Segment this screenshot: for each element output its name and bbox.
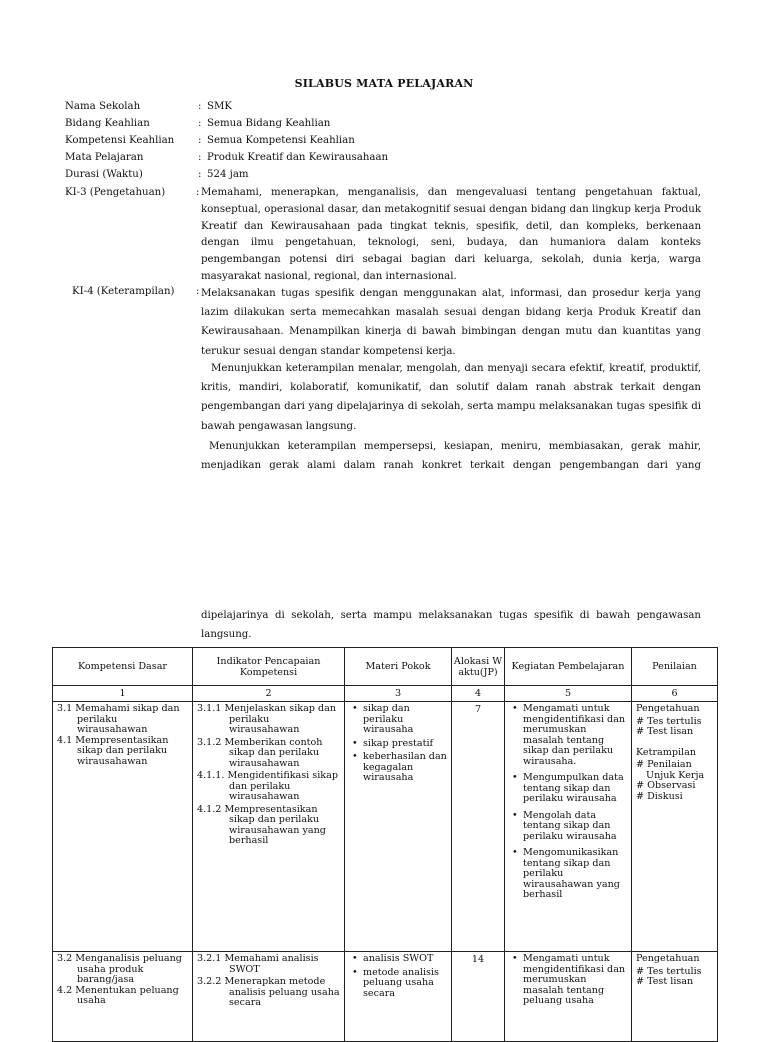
identity-row (65, 166, 705, 183)
kd-cell (53, 702, 193, 952)
column-number: 4 (452, 686, 505, 702)
materi-item: • metode analisis peluang usaha secara (363, 968, 447, 1000)
ki4-paragraph-2: Menunjukkan keterampilan menalar, mengolah, dan menyaji secara efektif, kreatif, produktif, kritis, mandiri, kolaboratif, komunikatif, dan solutif dalam ranah abstrak terkait dengan pengembangan dari yang dipelajarinya di sekolah, serta mampu melaksanakan tugas spesifik di bawah pengawasan langsung. (201, 363, 701, 432)
penilaian-item: # Tes tertulis (636, 965, 702, 977)
column-header: Alokasi Waktu(JP) (452, 648, 505, 686)
column-header: Kegiatan Pembelajaran (505, 648, 632, 686)
identity-label: Bidang Keahlian (65, 118, 150, 129)
kd-item: 3.2 Menganalisis peluang usaha produk barang/jasa (57, 953, 182, 985)
penilaian-cell (632, 702, 718, 952)
identity-value: SMK (207, 101, 233, 112)
indikator-item: 3.1.2 Memberikan contoh sikap dan perilaku wirausahawan (197, 736, 323, 769)
colon: : (198, 118, 202, 129)
penilaian-heading: Pengetahuan (636, 953, 700, 964)
identity-value: Semua Kompetensi Keahlian (207, 135, 355, 146)
column-header: Penilaian (632, 648, 718, 686)
penilaian-item: # Test lisan (636, 976, 694, 987)
column-header: Materi Pokok (345, 648, 452, 686)
colon: : (198, 169, 202, 180)
kegiatan-item: • Mengolah data tentang sikap dan perilaku wirausaha (523, 811, 627, 843)
identity-row (65, 115, 705, 132)
ki4-label: KI-4 (Keterampilan) (72, 286, 175, 297)
penilaian-item: # Test lisan (636, 726, 694, 737)
column-number: 5 (505, 686, 632, 702)
kd-cell (53, 952, 193, 1042)
materi-item: • sikap prestatif (363, 739, 447, 750)
column-number-row (53, 686, 718, 702)
ki4-paragraph-3-continued: dipelajarinya di sekolah, serta mampu melaksanakan tugas spesifik di bawah pengawasan langsung. (201, 610, 701, 641)
indikator-item: 3.2.1 Memahami analisis SWOT (197, 953, 319, 975)
indikator-cell (193, 952, 345, 1042)
materi-cell (345, 702, 452, 952)
colon: : (198, 152, 202, 163)
ki4-paragraph-1: Melaksanakan tugas spesifik dengan menggunakan alat, informasi, dan prosedur kerja yang lazim dilakukan serta memecahkan masalah sesuai dengan bidang kerja Produk Kreatif dan Kewirausahaan. Menampilkan kinerja di bawah bimbingan dengan mutu dan kuantitas yang terukur sesuai dengan standar kompetensi kerja. (201, 288, 701, 357)
kegiatan-item: • Mengamati untuk mengidentifikasi dan merumuskan masalah tentang peluang usaha (523, 954, 627, 1007)
colon: : (198, 101, 202, 112)
identity-row (65, 98, 705, 115)
indikator-item: 3.1.1 Menjelaskan sikap dan perilaku wirausahawan (197, 703, 337, 735)
kd-item: 3.1 Memahami sikap dan perilaku wirausahawan (57, 703, 180, 735)
waktu-cell: 14 (452, 952, 505, 1042)
ki3-label: KI-3 (Pengetahuan) (65, 187, 166, 198)
materi-item: • keberhasilan dan kegagalan wirausaha (363, 752, 447, 784)
waktu-cell: 7 (452, 702, 505, 952)
colon: : (196, 286, 200, 297)
materi-item: • analisis SWOT (363, 954, 447, 965)
ki3-text: Memahami, menerapkan, menganalisis, dan mengevaluasi tentang pengetahuan faktual, konseptual, operasional dasar, dan metakognitif sesuai dengan bidang dan lingkup kerja Produk Kreatif dan Kewirausahaan pada tingkat teknis, spesifik, detil, dan kompleks, berkenaan dengan ilmu pengetahuan, teknologi, seni, budaya, dan humaniora dalam konteks pengembangan potensi diri sebagai bagian dari keluarga, sekolah, dunia kerja, warga masyarakat nasional, regional, dan internasional. (201, 187, 701, 282)
colon: : (196, 187, 200, 198)
identity-row (65, 149, 705, 166)
table-header-row (53, 648, 718, 686)
indikator-item: 3.2.2 Menerapkan metode analisis peluang usaha secara (197, 976, 340, 1008)
column-header: Indikator Pencapaian Kompetensi (193, 648, 345, 686)
page-title: SILABUS MATA PELAJARAN (294, 77, 474, 90)
kegiatan-item: • Mengamati untuk mengidentifikasi dan merumuskan masalah tentang sikap dan perilaku wirausaha. (523, 704, 627, 767)
kd-item: 4.2 Menentukan peluang usaha (57, 984, 179, 1006)
column-number: 1 (53, 686, 193, 702)
penilaian-item: # Observasi (636, 780, 696, 791)
column-number: 6 (632, 686, 718, 702)
identity-value: 524 jam (207, 169, 249, 180)
penilaian-item: # Tes tertulis (636, 715, 702, 727)
kegiatan-cell (505, 702, 632, 952)
column-header: Kompetensi Dasar (53, 648, 193, 686)
kegiatan-cell (505, 952, 632, 1042)
indikator-item: 4.1.2 Mempresentasikan sikap dan perilaku wirausahawan yang berhasil (197, 803, 326, 846)
identity-label: Nama Sekolah (65, 101, 141, 112)
penilaian-heading: Ketrampilan (636, 746, 697, 758)
identity-block (65, 98, 705, 183)
ki4-paragraph-3: Menunjukkan keterampilan mempersepsi, kesiapan, meniru, membiasakan, gerak mahir, menjadikan gerak alami dalam ranah konkret terkait dengan pengembangan dari yang (201, 441, 701, 472)
identity-label: Durasi (Waktu) (65, 169, 143, 180)
indikator-item: 4.1.1. Mengidentifikasi sikap dan perilaku wirausahawan (197, 770, 338, 802)
identity-row (65, 132, 705, 149)
kegiatan-item: • Mengumpulkan data tentang sikap dan perilaku wirausaha (523, 773, 627, 805)
syllabus-table (52, 647, 718, 1042)
penilaian-item: # Diskusi (636, 790, 683, 802)
identity-label: Kompetensi Keahlian (65, 135, 175, 146)
penilaian-item: # Penilaian Unjuk Kerja (636, 759, 705, 781)
materi-cell (345, 952, 452, 1042)
identity-value: Semua Bidang Keahlian (207, 118, 331, 129)
materi-item: • sikap dan perilaku wirausaha (363, 704, 447, 736)
colon: : (198, 135, 202, 146)
identity-value: Produk Kreatif dan Kewirausahaan (207, 152, 389, 163)
column-number: 2 (193, 686, 345, 702)
table-row (53, 702, 718, 952)
identity-label: Mata Pelajaran (65, 152, 144, 163)
indikator-cell (193, 702, 345, 952)
kd-item: 4.1 Mempresentasikan sikap dan perilaku wirausahawan (57, 734, 169, 767)
kegiatan-item: • Mengomunikasikan tentang sikap dan perilaku wirausahawan yang berhasil (523, 848, 627, 901)
penilaian-cell (632, 952, 718, 1042)
table-row (53, 952, 718, 1042)
penilaian-heading: Pengetahuan (636, 703, 700, 714)
column-number: 3 (345, 686, 452, 702)
